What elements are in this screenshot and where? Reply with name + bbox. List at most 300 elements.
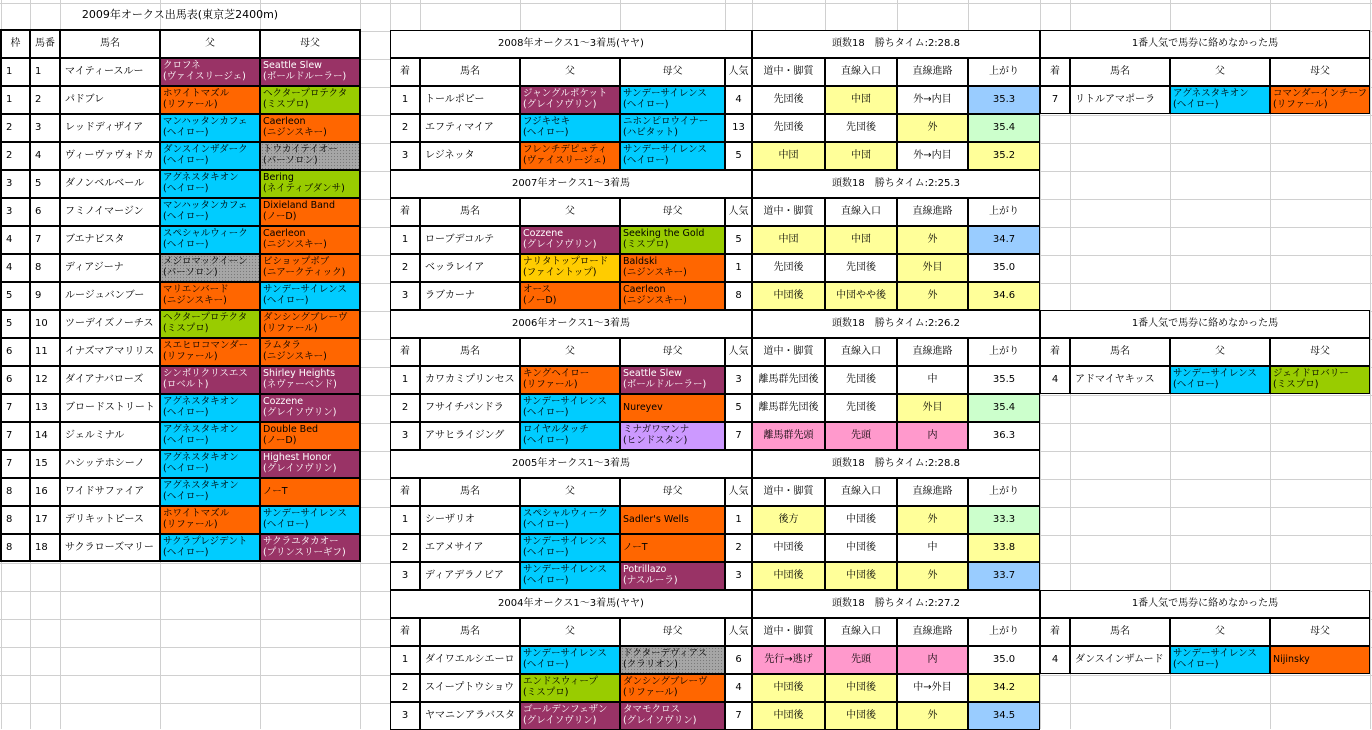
entries-header[interactable]: 馬名 (60, 30, 160, 58)
entry-waku[interactable]: 4 (1, 254, 30, 282)
result-stretch-entry[interactable]: 中団後 (825, 506, 897, 534)
results-header[interactable]: 人気 (725, 338, 752, 366)
result-stretch-path[interactable]: 中→外目 (897, 674, 968, 702)
entry-number[interactable]: 4 (30, 142, 60, 170)
miss-header[interactable]: 父 (1170, 618, 1270, 646)
result-position[interactable]: 3 (390, 282, 420, 310)
result-stretch-entry[interactable]: 中団 (825, 86, 897, 114)
entry-number[interactable]: 16 (30, 478, 60, 506)
result-last-3f[interactable]: 35.4 (968, 114, 1040, 142)
result-running-style[interactable]: 中団後 (752, 282, 825, 310)
result-horse-name[interactable]: ベッラレイア (420, 254, 520, 282)
results-header[interactable]: 父 (520, 58, 620, 86)
race-info[interactable]: 頭数18 勝ちタイム:2:28.8 (752, 450, 1040, 478)
entry-number[interactable]: 1 (30, 58, 60, 86)
result-stretch-path[interactable]: 外 (897, 282, 968, 310)
result-last-3f[interactable]: 34.2 (968, 674, 1040, 702)
result-running-style[interactable]: 離馬群先団後 (752, 366, 825, 394)
result-stretch-path[interactable]: 外 (897, 114, 968, 142)
miss-title[interactable]: 1番人気で馬券に絡めなかった馬 (1040, 590, 1370, 618)
miss-header[interactable]: 母父 (1270, 338, 1370, 366)
result-last-3f[interactable]: 33.7 (968, 562, 1040, 590)
result-stretch-entry[interactable]: 中団後 (825, 562, 897, 590)
miss-header[interactable]: 父 (1170, 58, 1270, 86)
result-stretch-entry[interactable]: 中団後 (825, 702, 897, 730)
miss-header[interactable]: 母父 (1270, 58, 1370, 86)
entry-broodmare-sire[interactable] (260, 534, 360, 562)
miss-position[interactable]: 4 (1040, 366, 1070, 394)
result-stretch-entry[interactable]: 先団後 (825, 394, 897, 422)
results-header[interactable]: 人気 (725, 478, 752, 506)
result-position[interactable]: 1 (390, 646, 420, 674)
miss-broodmare-sire[interactable] (1270, 86, 1370, 114)
entry-broodmare-sire[interactable] (260, 366, 360, 394)
miss-sire[interactable] (1170, 86, 1270, 114)
result-sire[interactable] (520, 702, 620, 730)
entry-number[interactable]: 12 (30, 366, 60, 394)
result-sire[interactable] (520, 142, 620, 170)
result-horse-name[interactable]: ラブカーナ (420, 282, 520, 310)
entry-waku[interactable]: 4 (1, 226, 30, 254)
result-last-3f[interactable]: 35.0 (968, 646, 1040, 674)
results-header[interactable]: 直線進路 (897, 618, 968, 646)
result-position[interactable]: 2 (390, 254, 420, 282)
result-stretch-path[interactable]: 外 (897, 702, 968, 730)
entry-horse-name[interactable]: イナズマアマリリス (60, 338, 160, 366)
entry-horse-name[interactable]: ルージュバンブー (60, 282, 160, 310)
entry-sire[interactable] (160, 422, 260, 450)
result-popularity[interactable]: 13 (725, 114, 752, 142)
year-title[interactable]: 2008年オークス1～3着馬(ヤヤ) (390, 30, 752, 58)
result-popularity[interactable]: 5 (725, 394, 752, 422)
entry-sire[interactable] (160, 226, 260, 254)
result-popularity[interactable]: 6 (725, 646, 752, 674)
result-sire[interactable] (520, 562, 620, 590)
result-popularity[interactable]: 5 (725, 226, 752, 254)
result-last-3f[interactable]: 35.2 (968, 142, 1040, 170)
miss-header[interactable]: 馬名 (1070, 338, 1170, 366)
race-info[interactable]: 頭数18 勝ちタイム:2:27.2 (752, 590, 1040, 618)
entry-horse-name[interactable]: ハシッテホシーノ (60, 450, 160, 478)
result-position[interactable]: 1 (390, 506, 420, 534)
entry-sire[interactable] (160, 142, 260, 170)
result-last-3f[interactable]: 33.3 (968, 506, 1040, 534)
result-broodmare-sire[interactable] (620, 674, 725, 702)
results-header[interactable]: 直線進路 (897, 198, 968, 226)
result-stretch-entry[interactable]: 先団後 (825, 114, 897, 142)
miss-horse-name[interactable]: リトルアマポーラ (1070, 86, 1170, 114)
result-sire[interactable] (520, 226, 620, 254)
result-position[interactable]: 2 (390, 114, 420, 142)
result-popularity[interactable]: 7 (725, 422, 752, 450)
entry-sire[interactable] (160, 282, 260, 310)
results-header[interactable]: 上がり (968, 198, 1040, 226)
result-stretch-entry[interactable]: 先団後 (825, 254, 897, 282)
results-header[interactable]: 父 (520, 478, 620, 506)
result-horse-name[interactable]: ローブデコルテ (420, 226, 520, 254)
entry-horse-name[interactable]: ヴィーヴァヴォドカ (60, 142, 160, 170)
entry-sire[interactable] (160, 58, 260, 86)
results-header[interactable]: 道中・脚質 (752, 618, 825, 646)
result-broodmare-sire[interactable] (620, 226, 725, 254)
entry-waku[interactable]: 8 (1, 478, 30, 506)
result-stretch-path[interactable]: 外目 (897, 254, 968, 282)
result-popularity[interactable]: 4 (725, 86, 752, 114)
results-header[interactable]: 人気 (725, 618, 752, 646)
result-sire[interactable] (520, 674, 620, 702)
results-header[interactable]: 直線進路 (897, 58, 968, 86)
entry-broodmare-sire[interactable] (260, 114, 360, 142)
entry-sire[interactable] (160, 310, 260, 338)
entry-waku[interactable]: 8 (1, 534, 30, 562)
result-sire[interactable] (520, 422, 620, 450)
result-stretch-entry[interactable]: 中団 (825, 142, 897, 170)
entry-horse-name[interactable]: ダイアナバローズ (60, 366, 160, 394)
results-header[interactable]: 直線進路 (897, 478, 968, 506)
result-last-3f[interactable]: 34.7 (968, 226, 1040, 254)
results-header[interactable]: 直線入口 (825, 338, 897, 366)
entries-header[interactable]: 馬番 (30, 30, 60, 58)
result-popularity[interactable]: 4 (725, 674, 752, 702)
result-sire[interactable] (520, 534, 620, 562)
entry-number[interactable]: 13 (30, 394, 60, 422)
entry-horse-name[interactable]: デリキットピース (60, 506, 160, 534)
results-header[interactable]: 上がり (968, 58, 1040, 86)
result-broodmare-sire[interactable] (620, 562, 725, 590)
result-stretch-entry[interactable]: 先団後 (825, 366, 897, 394)
year-title[interactable]: 2007年オークス1～3着馬 (390, 170, 752, 198)
result-broodmare-sire[interactable] (620, 422, 725, 450)
result-horse-name[interactable]: カワカミプリンセス (420, 366, 520, 394)
miss-horse-name[interactable]: アドマイヤキッス (1070, 366, 1170, 394)
entry-broodmare-sire[interactable] (260, 170, 360, 198)
result-sire[interactable] (520, 366, 620, 394)
result-broodmare-sire[interactable] (620, 86, 725, 114)
entry-waku[interactable]: 2 (1, 142, 30, 170)
result-horse-name[interactable]: シーザリオ (420, 506, 520, 534)
entry-sire[interactable] (160, 366, 260, 394)
entry-number[interactable]: 18 (30, 534, 60, 562)
result-last-3f[interactable]: 35.4 (968, 394, 1040, 422)
miss-broodmare-sire[interactable] (1270, 366, 1370, 394)
entry-horse-name[interactable]: パドブレ (60, 86, 160, 114)
result-stretch-path[interactable]: 外→内目 (897, 142, 968, 170)
result-horse-name[interactable]: フサイチパンドラ (420, 394, 520, 422)
result-stretch-path[interactable]: 内 (897, 422, 968, 450)
results-header[interactable]: 着 (390, 58, 420, 86)
entry-sire[interactable] (160, 114, 260, 142)
result-sire[interactable] (520, 114, 620, 142)
results-header[interactable]: 道中・脚質 (752, 338, 825, 366)
entry-sire[interactable] (160, 198, 260, 226)
entry-sire[interactable] (160, 394, 260, 422)
result-horse-name[interactable]: アサヒライジング (420, 422, 520, 450)
entry-number[interactable]: 9 (30, 282, 60, 310)
result-running-style[interactable]: 先団後 (752, 254, 825, 282)
results-header[interactable]: 馬名 (420, 198, 520, 226)
entry-broodmare-sire[interactable] (260, 394, 360, 422)
result-broodmare-sire[interactable] (620, 142, 725, 170)
result-sire[interactable] (520, 86, 620, 114)
entry-waku[interactable]: 3 (1, 170, 30, 198)
results-header[interactable]: 上がり (968, 478, 1040, 506)
results-header[interactable]: 上がり (968, 618, 1040, 646)
entry-number[interactable]: 7 (30, 226, 60, 254)
result-broodmare-sire[interactable] (620, 366, 725, 394)
result-running-style[interactable]: 中団 (752, 226, 825, 254)
result-position[interactable]: 3 (390, 422, 420, 450)
entry-broodmare-sire[interactable] (260, 310, 360, 338)
result-horse-name[interactable]: トールポピー (420, 86, 520, 114)
result-running-style[interactable]: 離馬群先団後 (752, 394, 825, 422)
result-horse-name[interactable]: スイープトウショウ (420, 674, 520, 702)
miss-header[interactable]: 着 (1040, 58, 1070, 86)
result-broodmare-sire[interactable] (620, 702, 725, 730)
results-header[interactable]: 着 (390, 478, 420, 506)
results-header[interactable]: 馬名 (420, 618, 520, 646)
result-stretch-path[interactable]: 外 (897, 562, 968, 590)
entry-broodmare-sire[interactable] (260, 86, 360, 114)
results-header[interactable]: 直線入口 (825, 478, 897, 506)
result-last-3f[interactable]: 34.6 (968, 282, 1040, 310)
result-popularity[interactable]: 2 (725, 534, 752, 562)
result-position[interactable]: 2 (390, 394, 420, 422)
result-broodmare-sire[interactable] (620, 646, 725, 674)
entry-number[interactable]: 5 (30, 170, 60, 198)
result-last-3f[interactable]: 33.8 (968, 534, 1040, 562)
entry-horse-name[interactable]: フミノイマージン (60, 198, 160, 226)
result-stretch-path[interactable]: 外目 (897, 394, 968, 422)
results-header[interactable]: 着 (390, 338, 420, 366)
result-stretch-entry[interactable]: 中団後 (825, 534, 897, 562)
result-horse-name[interactable]: レジネッタ (420, 142, 520, 170)
entries-header[interactable]: 父 (160, 30, 260, 58)
results-header[interactable]: 父 (520, 618, 620, 646)
miss-title[interactable]: 1番人気で馬券に絡めなかった馬 (1040, 30, 1370, 58)
miss-horse-name[interactable]: ダンスインザムード (1070, 646, 1170, 674)
result-stretch-path[interactable]: 中 (897, 534, 968, 562)
entry-horse-name[interactable]: ジェルミナル (60, 422, 160, 450)
results-header[interactable]: 母父 (620, 478, 725, 506)
miss-broodmare-sire[interactable] (1270, 646, 1370, 674)
miss-position[interactable]: 7 (1040, 86, 1070, 114)
result-horse-name[interactable]: ヤマニンアラバスタ (420, 702, 520, 730)
result-running-style[interactable]: 中団後 (752, 534, 825, 562)
entries-header[interactable]: 枠 (1, 30, 30, 58)
results-header[interactable]: 人気 (725, 58, 752, 86)
results-header[interactable]: 馬名 (420, 338, 520, 366)
entry-broodmare-sire[interactable] (260, 506, 360, 534)
result-running-style[interactable]: 後方 (752, 506, 825, 534)
entry-waku[interactable]: 3 (1, 198, 30, 226)
result-stretch-path[interactable]: 内 (897, 646, 968, 674)
results-header[interactable]: 直線入口 (825, 618, 897, 646)
entry-waku[interactable]: 5 (1, 310, 30, 338)
entry-broodmare-sire[interactable] (260, 450, 360, 478)
miss-sire[interactable] (1170, 366, 1270, 394)
miss-header[interactable]: 父 (1170, 338, 1270, 366)
year-title[interactable]: 2005年オークス1～3着馬 (390, 450, 752, 478)
result-position[interactable]: 2 (390, 534, 420, 562)
result-running-style[interactable]: 離馬群先頭 (752, 422, 825, 450)
entry-horse-name[interactable]: レッドディザイア (60, 114, 160, 142)
miss-header[interactable]: 着 (1040, 338, 1070, 366)
year-title[interactable]: 2004年オークス1～3着馬(ヤヤ) (390, 590, 752, 618)
result-last-3f[interactable]: 34.5 (968, 702, 1040, 730)
entry-number[interactable]: 10 (30, 310, 60, 338)
entry-sire[interactable] (160, 86, 260, 114)
result-stretch-entry[interactable]: 中団後 (825, 674, 897, 702)
result-running-style[interactable]: 先団後 (752, 86, 825, 114)
results-header[interactable]: 着 (390, 198, 420, 226)
race-info[interactable]: 頭数18 勝ちタイム:2:25.3 (752, 170, 1040, 198)
result-sire[interactable] (520, 282, 620, 310)
year-title[interactable]: 2006年オークス1～3着馬 (390, 310, 752, 338)
entry-horse-name[interactable]: ツーデイズノーチス (60, 310, 160, 338)
entry-sire[interactable] (160, 534, 260, 562)
miss-sire[interactable] (1170, 646, 1270, 674)
entry-waku[interactable]: 6 (1, 366, 30, 394)
results-header[interactable]: 母父 (620, 618, 725, 646)
entry-broodmare-sire[interactable] (260, 142, 360, 170)
results-header[interactable]: 馬名 (420, 478, 520, 506)
results-header[interactable]: 父 (520, 338, 620, 366)
result-broodmare-sire[interactable] (620, 282, 725, 310)
entry-number[interactable]: 3 (30, 114, 60, 142)
entry-horse-name[interactable]: マイティースルー (60, 58, 160, 86)
results-header[interactable]: 母父 (620, 58, 725, 86)
entry-horse-name[interactable]: ワイドサファイア (60, 478, 160, 506)
result-broodmare-sire[interactable] (620, 534, 725, 562)
results-header[interactable]: 父 (520, 198, 620, 226)
entry-number[interactable]: 11 (30, 338, 60, 366)
result-running-style[interactable]: 中団 (752, 142, 825, 170)
entry-broodmare-sire[interactable] (260, 198, 360, 226)
entry-waku[interactable]: 1 (1, 86, 30, 114)
entry-sire[interactable] (160, 338, 260, 366)
result-stretch-entry[interactable]: 先頭 (825, 646, 897, 674)
entry-horse-name[interactable]: ブロードストリート (60, 394, 160, 422)
result-position[interactable]: 3 (390, 702, 420, 730)
entry-broodmare-sire[interactable] (260, 478, 360, 506)
entry-waku[interactable]: 8 (1, 506, 30, 534)
entry-number[interactable]: 6 (30, 198, 60, 226)
result-broodmare-sire[interactable] (620, 114, 725, 142)
entry-waku[interactable]: 7 (1, 450, 30, 478)
race-info[interactable]: 頭数18 勝ちタイム:2:26.2 (752, 310, 1040, 338)
entry-waku[interactable]: 1 (1, 58, 30, 86)
entry-broodmare-sire[interactable] (260, 422, 360, 450)
results-header[interactable]: 母父 (620, 338, 725, 366)
result-position[interactable]: 3 (390, 562, 420, 590)
entry-sire[interactable] (160, 254, 260, 282)
result-last-3f[interactable]: 35.3 (968, 86, 1040, 114)
entry-horse-name[interactable]: ブエナビスタ (60, 226, 160, 254)
result-sire[interactable] (520, 254, 620, 282)
miss-position[interactable]: 4 (1040, 646, 1070, 674)
results-header[interactable]: 道中・脚質 (752, 58, 825, 86)
entry-sire[interactable] (160, 506, 260, 534)
entry-sire[interactable] (160, 170, 260, 198)
result-stretch-path[interactable]: 外 (897, 506, 968, 534)
entry-horse-name[interactable]: ダノンベルベール (60, 170, 160, 198)
miss-title[interactable]: 1番人気で馬券に絡めなかった馬 (1040, 310, 1370, 338)
result-stretch-path[interactable]: 外 (897, 226, 968, 254)
result-running-style[interactable]: 先団後 (752, 114, 825, 142)
entry-horse-name[interactable]: サクラローズマリー (60, 534, 160, 562)
result-position[interactable]: 2 (390, 674, 420, 702)
entry-horse-name[interactable]: ディアジーナ (60, 254, 160, 282)
result-broodmare-sire[interactable] (620, 506, 725, 534)
entry-number[interactable]: 17 (30, 506, 60, 534)
result-sire[interactable] (520, 394, 620, 422)
result-position[interactable]: 1 (390, 366, 420, 394)
result-popularity[interactable]: 7 (725, 702, 752, 730)
result-last-3f[interactable]: 35.5 (968, 366, 1040, 394)
entry-waku[interactable]: 7 (1, 422, 30, 450)
entry-broodmare-sire[interactable] (260, 338, 360, 366)
result-horse-name[interactable]: ディアデラノビア (420, 562, 520, 590)
result-running-style[interactable]: 中団後 (752, 702, 825, 730)
result-horse-name[interactable]: エアメサイア (420, 534, 520, 562)
results-header[interactable]: 道中・脚質 (752, 198, 825, 226)
result-stretch-entry[interactable]: 中団 (825, 226, 897, 254)
miss-header[interactable]: 母父 (1270, 618, 1370, 646)
results-header[interactable]: 道中・脚質 (752, 478, 825, 506)
entry-number[interactable]: 14 (30, 422, 60, 450)
result-popularity[interactable]: 8 (725, 282, 752, 310)
results-header[interactable]: 直線入口 (825, 58, 897, 86)
entry-broodmare-sire[interactable] (260, 254, 360, 282)
result-broodmare-sire[interactable] (620, 394, 725, 422)
entry-sire[interactable] (160, 478, 260, 506)
result-popularity[interactable]: 1 (725, 254, 752, 282)
miss-header[interactable]: 馬名 (1070, 58, 1170, 86)
results-header[interactable]: 人気 (725, 198, 752, 226)
entry-waku[interactable]: 5 (1, 282, 30, 310)
result-horse-name[interactable]: ダイワエルシエーロ (420, 646, 520, 674)
result-stretch-path[interactable]: 外→内目 (897, 86, 968, 114)
result-popularity[interactable]: 1 (725, 506, 752, 534)
result-running-style[interactable]: 中団後 (752, 674, 825, 702)
result-running-style[interactable]: 中団後 (752, 562, 825, 590)
result-sire[interactable] (520, 506, 620, 534)
entry-broodmare-sire[interactable] (260, 282, 360, 310)
entry-broodmare-sire[interactable] (260, 226, 360, 254)
race-info[interactable]: 頭数18 勝ちタイム:2:28.8 (752, 30, 1040, 58)
result-position[interactable]: 1 (390, 226, 420, 254)
entries-header[interactable]: 母父 (260, 30, 360, 58)
result-position[interactable]: 1 (390, 86, 420, 114)
result-popularity[interactable]: 5 (725, 142, 752, 170)
entry-waku[interactable]: 6 (1, 338, 30, 366)
entry-broodmare-sire[interactable] (260, 58, 360, 86)
entry-sire[interactable] (160, 450, 260, 478)
entry-waku[interactable]: 2 (1, 114, 30, 142)
result-stretch-path[interactable]: 中 (897, 366, 968, 394)
result-popularity[interactable]: 3 (725, 562, 752, 590)
miss-header[interactable]: 着 (1040, 618, 1070, 646)
results-header[interactable]: 馬名 (420, 58, 520, 86)
result-broodmare-sire[interactable] (620, 254, 725, 282)
result-position[interactable]: 3 (390, 142, 420, 170)
results-header[interactable]: 母父 (620, 198, 725, 226)
result-stretch-entry[interactable]: 中団やや後 (825, 282, 897, 310)
result-popularity[interactable]: 3 (725, 366, 752, 394)
result-running-style[interactable]: 先行→逃げ (752, 646, 825, 674)
results-header[interactable]: 直線進路 (897, 338, 968, 366)
results-header[interactable]: 直線入口 (825, 198, 897, 226)
